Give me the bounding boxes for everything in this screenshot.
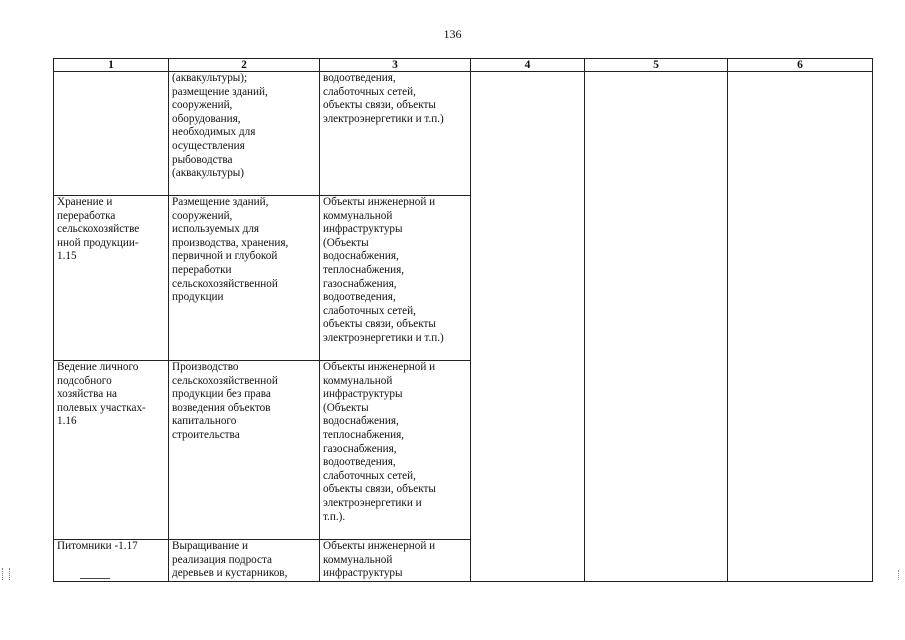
column-header-6: 6 (728, 59, 873, 72)
cell-use-type: Питомники -1.17 (54, 540, 169, 582)
page-number: 136 (443, 27, 462, 41)
cell-description: Размещение зданий, сооружений, используемых для производства, хранения, первичной и глубокой переработки сельскохозяйственной продукции (169, 196, 320, 361)
cell-description: Выращивание и реализация подроста деревьев и кустарников, (169, 540, 320, 582)
table-row (54, 72, 873, 196)
cell-description: Производство сельскохозяйственной продукции без права возведения объектов капитального строительства (169, 361, 320, 540)
page-bottom-rule (80, 578, 110, 579)
column-header-5: 5 (585, 59, 728, 72)
regulations-table (53, 58, 873, 582)
column-header-4: 4 (471, 59, 585, 72)
column-header-3: 3 (320, 59, 471, 72)
cell-column-5 (585, 72, 728, 582)
cell-use-type: Хранение и переработка сельскохозяйстве нной продукции- 1.15 (54, 196, 169, 361)
cell-infrastructure: Объекты инженерной и коммунальной инфраструктуры (Объекты водоснабжения, теплоснабжения, газоснабжения, водоотведения, слаботочных сетей, объекты связи, объекты электроэнергетики и т.п.) (320, 196, 471, 361)
scan-margin-mark-right (898, 570, 903, 580)
cell-use-type (54, 72, 169, 196)
column-header-1: 1 (54, 59, 169, 72)
column-header-2: 2 (169, 59, 320, 72)
cell-infrastructure: Объекты инженерной и коммунальной инфраструктуры (320, 540, 471, 582)
cell-column-4 (471, 72, 585, 582)
cell-use-type: Ведение личного подсобного хозяйства на полевых участках- 1.16 (54, 361, 169, 540)
cell-description: (аквакультуры); размещение зданий, сооружений, оборудования, необходимых для осуществления рыбоводства (аквакультуры) (169, 72, 320, 196)
cell-infrastructure: водоотведения, слаботочных сетей, объекты связи, объекты электроэнергетики и т.п.) (320, 72, 471, 196)
table-header-row (54, 59, 873, 72)
cell-column-6 (728, 72, 873, 582)
scan-margin-mark-left (2, 568, 10, 580)
cell-infrastructure: Объекты инженерной и коммунальной инфраструктуры (Объекты водоснабжения, теплоснабжения, газоснабжения, водоотведения, слаботочных сетей, объекты связи, объекты электроэнергетики и т.п.). (320, 361, 471, 540)
